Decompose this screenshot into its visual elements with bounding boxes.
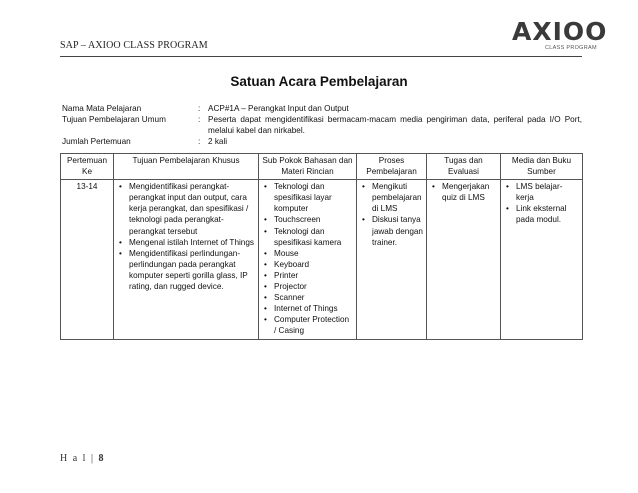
- logo-wordmark: AXIOO: [512, 17, 608, 46]
- list-item: • Touchscreen: [274, 214, 353, 225]
- list-item: • Projector: [274, 281, 353, 292]
- footer-page-label: H a l: [60, 453, 87, 464]
- media-cell: [501, 180, 583, 339]
- process-cell: [357, 180, 427, 339]
- header-program-title: SAP – AXIOO CLASS PROGRAM: [60, 40, 208, 51]
- list-item: • Scanner: [274, 292, 353, 303]
- materials-cell: [259, 180, 357, 339]
- page-title: Satuan Acara Pembelajaran: [230, 74, 408, 89]
- list-item: • Teknologi dan spesifikasi kamera: [274, 226, 353, 248]
- materials-list: [262, 181, 353, 336]
- info-label: Tujuan Pembelajaran Umum: [62, 115, 166, 124]
- list-item: • Mouse: [274, 248, 353, 259]
- info-row-course: [62, 103, 582, 114]
- list-item: • Mengenal istilah Internet of Things: [129, 237, 255, 248]
- list-item: • Printer: [274, 270, 353, 281]
- column-header: Media dan Buku Sumber: [501, 154, 583, 180]
- objectives-list: [117, 181, 255, 292]
- info-value: 2 kali: [208, 137, 228, 146]
- list-item: • LMS belajar-kerja: [516, 181, 579, 203]
- axioo-logo: [512, 18, 612, 58]
- evaluation-cell: [427, 180, 501, 339]
- process-list: [360, 181, 423, 248]
- course-info: [62, 103, 582, 147]
- column-header: Pertemuan Ke: [61, 154, 114, 180]
- list-item: • Link eksternal pada modul.: [516, 203, 579, 225]
- media-list: [504, 181, 579, 225]
- info-value: ACP#1A – Perangkat Input dan Output: [208, 104, 349, 113]
- info-colon: :: [198, 104, 201, 113]
- info-label: Jumlah Pertemuan: [62, 137, 131, 146]
- footer-separator: |: [90, 453, 95, 464]
- table-row: [61, 180, 583, 339]
- list-item: • Mengikuti pembelajaran di LMS: [372, 181, 423, 214]
- objectives-cell: [114, 180, 259, 339]
- info-value: Peserta dapat mengidentifikasi bermacam-macam media pengiriman data, periferal pada I/O Port, melalui kabel dan nirkabel.: [208, 115, 582, 135]
- logo-subtitle: CLASS PROGRAM: [545, 45, 597, 51]
- lesson-plan-table: [60, 153, 583, 340]
- column-header: Tujuan Pembelajaran Khusus: [114, 154, 259, 180]
- meeting-number-cell: 13-14: [61, 180, 114, 339]
- list-item: • Keyboard: [274, 259, 353, 270]
- list-item: • Mengidentifikasi perangkat-perangkat input dan output, cara kerja perangkat, dan spesifikasi / teknologi pada perangkat-perangkat tersebut: [129, 181, 255, 236]
- list-item: • Teknologi dan spesifikasi layar komputer: [274, 181, 353, 214]
- info-label: Nama Mata Pelajaran: [62, 104, 142, 113]
- info-row-objective: [62, 114, 582, 136]
- page-footer: [60, 453, 103, 464]
- list-item: • Computer Protection / Casing: [274, 314, 353, 336]
- info-row-sessions: [62, 136, 582, 147]
- info-colon: :: [198, 115, 201, 124]
- header-divider: [60, 56, 582, 57]
- list-item: • Mengerjakan quiz di LMS: [442, 181, 497, 203]
- list-item: • Mengidentifikasi perlindungan-perlindungan pada perangkat komputer seperti gorilla glass, IP rating, dan rugged device.: [129, 248, 255, 292]
- evaluation-list: [430, 181, 497, 203]
- table-header-row: [61, 154, 583, 180]
- list-item: • Diskusi tanya jawab dengan trainer.: [372, 214, 423, 247]
- page-number: 8: [98, 453, 104, 464]
- list-item: • Internet of Things: [274, 303, 353, 314]
- info-colon: :: [198, 137, 201, 146]
- column-header: Proses Pembelajaran: [357, 154, 427, 180]
- column-header: Sub Pokok Bahasan dan Materi Rincian: [259, 154, 357, 180]
- column-header: Tugas dan Evaluasi: [427, 154, 501, 180]
